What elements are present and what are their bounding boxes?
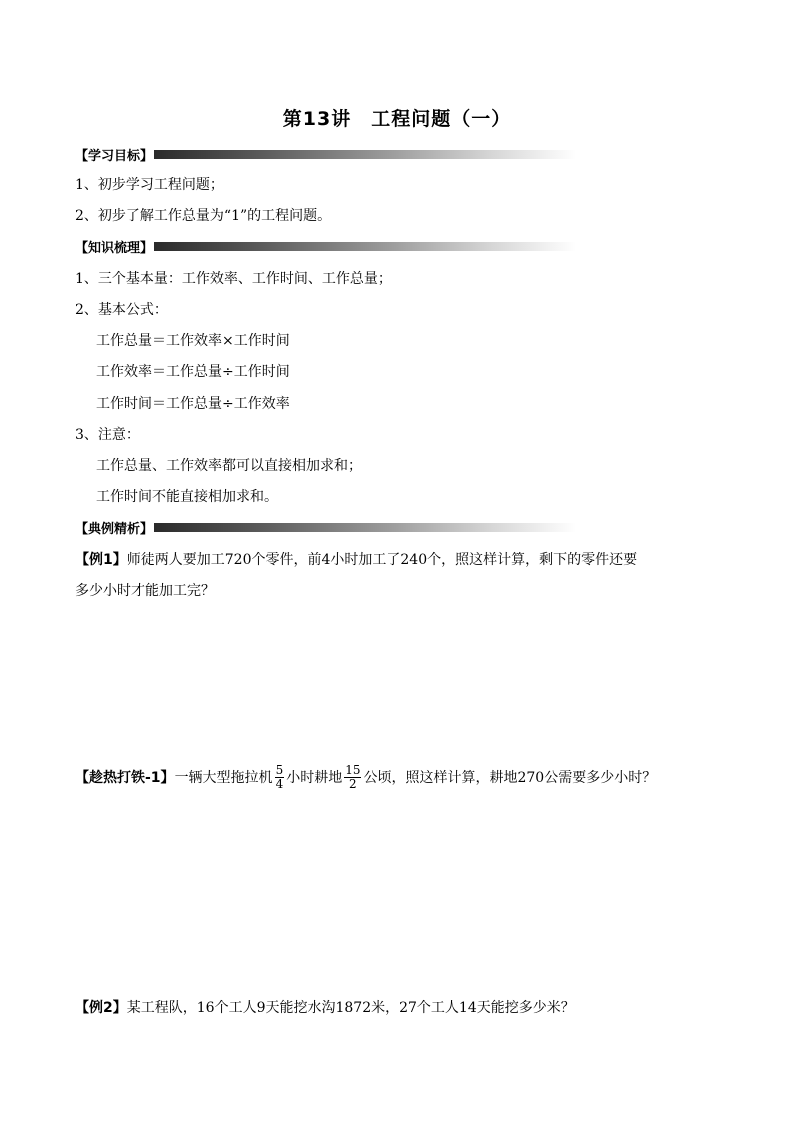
fraction-denominator: 2: [349, 777, 357, 791]
knowledge-item-2: 2、基本公式：: [75, 302, 168, 318]
goal-item-1: 1、初步学习工程问题；: [75, 177, 224, 193]
example-1-tag: 【例1】: [75, 552, 127, 568]
section-divider-bar: [154, 150, 576, 159]
section-label-knowledge: 【知识梳理】: [75, 240, 154, 256]
fraction-denominator: 4: [275, 777, 284, 791]
example-1-text: 师徒两人要加工720个零件，前4小时加工了240个，照这样计算，剩下的零件还要: [126, 552, 638, 568]
section-label-examples: 【典例精析】: [75, 521, 154, 537]
fraction-15-2: [344, 764, 361, 791]
formula-efficiency: 工作效率＝工作总量÷工作时间: [96, 364, 290, 380]
fraction-5-4: [275, 764, 285, 791]
section-label-goals: 【学习目标】: [75, 148, 154, 164]
section-header-knowledge: [75, 238, 576, 254]
page-title: 第13讲 工程问题（一）: [282, 108, 512, 130]
knowledge-item-1: 1、三个基本量：工作效率、工作时间、工作总量；: [75, 271, 392, 287]
practice-1: [75, 764, 656, 791]
practice-1-text-c: 公顷，照这样计算，耕地270公需要多少小时？: [363, 769, 657, 786]
example-2: [75, 999, 575, 1017]
example-1-line-2: 多少小时才能加工完？: [75, 583, 215, 599]
practice-1-tag: 【趁热打铁-1】: [75, 769, 175, 786]
example-2-tag: 【例2】: [75, 1000, 127, 1016]
example-2-text: 某工程队，16个工人9天能挖水沟1872米，27个工人14天能挖多少米？: [126, 1000, 575, 1016]
fraction-numerator: 5: [275, 763, 284, 777]
practice-1-text-b: 小时耕地: [286, 769, 343, 786]
formula-total: 工作总量＝工作效率×工作时间: [96, 333, 290, 349]
goal-item-2: 2、初步了解工作总量为“1”的工程问题。: [75, 208, 332, 224]
section-header-examples: [75, 519, 576, 535]
fraction-numerator: 15: [345, 763, 361, 777]
example-1-line-1: [75, 551, 637, 569]
note-1: 工作总量、工作效率都可以直接相加求和；: [96, 458, 362, 474]
section-header-goals: [75, 146, 576, 162]
knowledge-item-3: 3、注意：: [75, 427, 140, 443]
section-divider-bar: [154, 523, 576, 532]
note-2: 工作时间不能直接相加求和。: [96, 489, 278, 505]
practice-1-text-a: 一辆大型拖拉机: [174, 769, 273, 786]
formula-time: 工作时间＝工作总量÷工作效率: [96, 396, 290, 412]
section-divider-bar: [154, 242, 576, 251]
